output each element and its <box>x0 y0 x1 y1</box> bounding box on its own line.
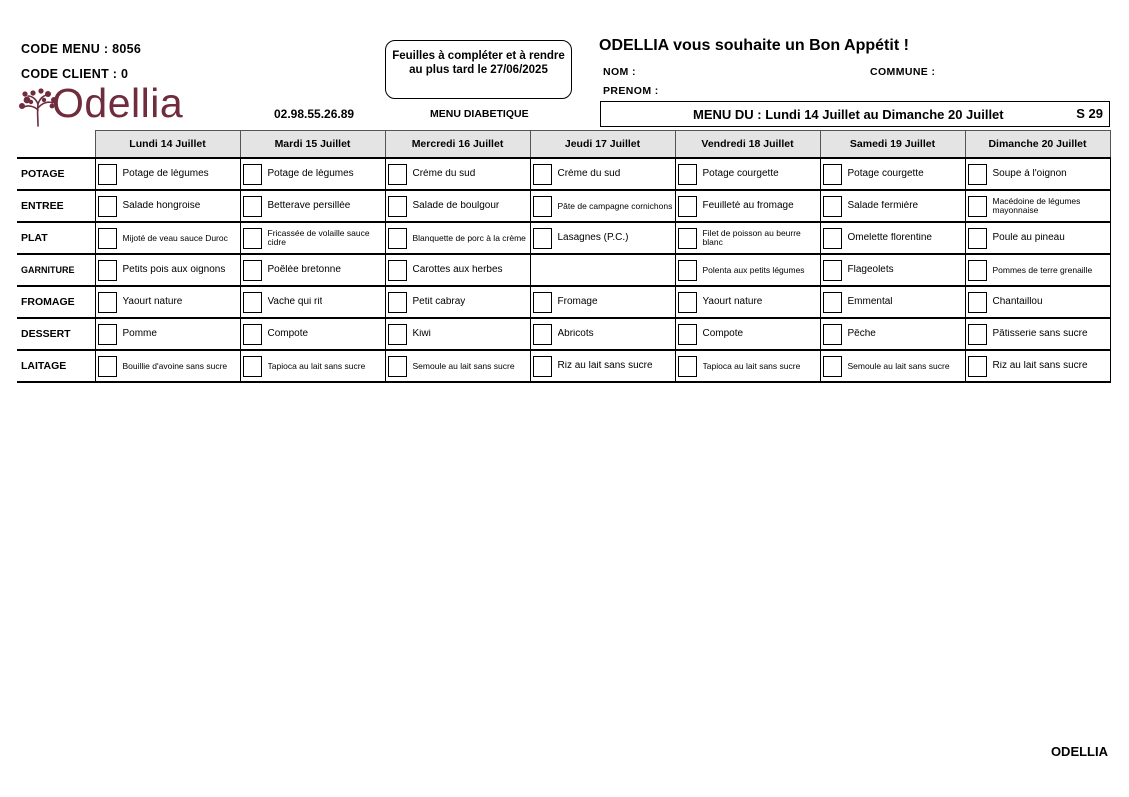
dish-name: Potage de légumes <box>267 169 354 179</box>
day-header-row <box>17 131 1110 159</box>
menu-cell <box>385 222 530 254</box>
select-checkbox[interactable] <box>678 324 697 345</box>
select-checkbox[interactable] <box>968 324 987 345</box>
menu-row <box>17 286 1110 318</box>
dish-name: Salade de boulgour <box>412 201 500 211</box>
menu-cell <box>820 318 965 350</box>
day-header: Jeudi 17 Juillet <box>530 131 675 159</box>
menu-cell <box>965 350 1110 382</box>
menu-cell <box>385 286 530 318</box>
menu-row <box>17 158 1110 190</box>
course-label: POTAGE <box>17 158 95 190</box>
menu-cell <box>820 286 965 318</box>
dish-name: Blanquette de porc à la crème <box>412 233 526 243</box>
select-checkbox[interactable] <box>823 228 842 249</box>
dish-name: Abricots <box>557 329 594 339</box>
menu-cell <box>820 222 965 254</box>
dish-name: Betterave persillée <box>267 201 351 211</box>
dish-name: Crème du sud <box>412 169 476 179</box>
dish-name: Carottes aux herbes <box>412 265 503 275</box>
menu-cell <box>240 254 385 286</box>
dish-name: Filet de poisson au beurre blanc <box>702 229 801 247</box>
menu-cell <box>530 350 675 382</box>
menu-cell <box>675 254 820 286</box>
select-checkbox[interactable] <box>388 292 407 313</box>
dish-name: Pâtisserie sans sucre <box>992 329 1088 339</box>
dish-name: Pommes de terre grenaille <box>992 265 1093 275</box>
menu-cell <box>95 158 240 190</box>
dish-name: Yaourt nature <box>702 297 763 307</box>
select-checkbox[interactable] <box>98 228 117 249</box>
dish-name: Pâte de campagne cornichons <box>557 201 673 211</box>
course-label: DESSERT <box>17 318 95 350</box>
course-label: FROMAGE <box>17 286 95 318</box>
menu-period-box <box>600 101 1110 127</box>
menu-cell <box>965 158 1110 190</box>
logo-text: Odellia <box>52 80 184 126</box>
select-checkbox[interactable] <box>823 356 842 377</box>
week-number: S 29 <box>1076 106 1103 121</box>
menu-cell <box>530 254 675 286</box>
select-checkbox[interactable] <box>678 196 697 217</box>
menu-cell <box>675 158 820 190</box>
menu-cell <box>965 190 1110 222</box>
menu-cell <box>965 222 1110 254</box>
menu-cell <box>95 318 240 350</box>
course-label: PLAT <box>17 222 95 254</box>
dish-name: Macédoine de légumes mayonnaise <box>992 197 1081 215</box>
menu-cell <box>530 318 675 350</box>
dish-name: Petits pois aux oignons <box>122 265 226 275</box>
menu-cell <box>240 350 385 382</box>
dish-name: Pêche <box>847 329 876 339</box>
dish-name: Chantaillou <box>992 297 1043 307</box>
code-client: CODE CLIENT : 0 <box>21 67 129 81</box>
menu-cell <box>95 190 240 222</box>
select-checkbox[interactable] <box>243 292 262 313</box>
select-checkbox[interactable] <box>243 324 262 345</box>
menu-cell <box>240 158 385 190</box>
dish-name: Poêlée bretonne <box>267 265 341 275</box>
select-checkbox[interactable] <box>98 196 117 217</box>
course-label: GARNITURE <box>17 254 95 286</box>
menu-cell <box>820 350 965 382</box>
dish-name: Pomme <box>122 329 157 339</box>
select-checkbox[interactable] <box>678 356 697 377</box>
select-checkbox[interactable] <box>823 292 842 313</box>
select-checkbox[interactable] <box>243 260 262 281</box>
menu-cell <box>240 318 385 350</box>
dish-name: Tapioca au lait sans sucre <box>267 361 366 371</box>
select-checkbox[interactable] <box>968 164 987 185</box>
select-checkbox[interactable] <box>678 292 697 313</box>
dish-name: Riz au lait sans sucre <box>992 361 1088 371</box>
dish-name: Salade fermière <box>847 201 919 211</box>
dish-name: Potage courgette <box>847 169 924 179</box>
dish-name: Vache qui rit <box>267 297 323 307</box>
select-checkbox[interactable] <box>533 324 552 345</box>
select-checkbox[interactable] <box>968 292 987 313</box>
menu-row <box>17 222 1110 254</box>
dish-name: Fricassée de volaille sauce cidre <box>267 229 370 247</box>
select-checkbox[interactable] <box>678 164 697 185</box>
menu-cell <box>95 286 240 318</box>
menu-cell <box>965 286 1110 318</box>
dish-name: Tapioca au lait sans sucre <box>702 361 801 371</box>
menu-cell <box>965 254 1110 286</box>
menu-cell <box>385 318 530 350</box>
select-checkbox[interactable] <box>823 324 842 345</box>
select-checkbox[interactable] <box>533 356 552 377</box>
menu-cell <box>530 190 675 222</box>
dish-name: Feuilleté au fromage <box>702 201 794 211</box>
menu-cell <box>820 254 965 286</box>
menu-type: MENU DIABETIQUE <box>430 108 529 120</box>
menu-cell <box>965 318 1110 350</box>
menu-cell <box>95 254 240 286</box>
menu-cell <box>385 158 530 190</box>
select-checkbox[interactable] <box>388 356 407 377</box>
page-title: ODELLIA vous souhaite un Bon Appétit ! <box>599 37 909 54</box>
menu-row <box>17 190 1110 222</box>
select-checkbox[interactable] <box>388 196 407 217</box>
select-checkbox[interactable] <box>968 356 987 377</box>
dish-name: Potage courgette <box>702 169 779 179</box>
select-checkbox[interactable] <box>823 196 842 217</box>
dish-name: Bouillie d'avoine sans sucre <box>122 361 228 371</box>
menu-cell <box>675 286 820 318</box>
deadline-notice: Feuilles à compléter et à rendre au plus tard le 27/06/2025 <box>385 40 572 99</box>
menu-row <box>17 254 1110 286</box>
select-checkbox[interactable] <box>243 356 262 377</box>
menu-cell <box>675 318 820 350</box>
select-checkbox[interactable] <box>98 260 117 281</box>
select-checkbox[interactable] <box>533 164 552 185</box>
select-checkbox[interactable] <box>243 228 262 249</box>
select-checkbox[interactable] <box>823 164 842 185</box>
menu-cell <box>675 222 820 254</box>
select-checkbox[interactable] <box>533 292 552 313</box>
day-header: Samedi 19 Juillet <box>820 131 965 159</box>
dish-name: Fromage <box>557 297 598 307</box>
prenom-label: PRENOM : <box>603 85 659 97</box>
dish-name: Polenta aux petits légumes <box>702 265 805 275</box>
select-checkbox[interactable] <box>98 292 117 313</box>
menu-cell <box>530 286 675 318</box>
dish-name: Yaourt nature <box>122 297 183 307</box>
dish-name: Crème du sud <box>557 169 621 179</box>
select-checkbox[interactable] <box>388 324 407 345</box>
select-checkbox[interactable] <box>388 228 407 249</box>
menu-cell <box>385 190 530 222</box>
day-header: Mardi 15 Juillet <box>240 131 385 159</box>
day-header: Mercredi 16 Juillet <box>385 131 530 159</box>
dish-name: Compote <box>267 329 309 339</box>
dish-name: Soupe à l'oignon <box>992 169 1067 179</box>
dish-name: Riz au lait sans sucre <box>557 361 653 371</box>
menu-cell <box>240 222 385 254</box>
day-header: Dimanche 20 Juillet <box>965 131 1110 159</box>
menu-period: MENU DU : Lundi 14 Juillet au Dimanche 20 Juillet <box>693 107 1004 122</box>
dish-name: Compote <box>702 329 744 339</box>
dish-name: Potage de légumes <box>122 169 209 179</box>
dish-name: Salade hongroise <box>122 201 201 211</box>
select-checkbox[interactable] <box>968 228 987 249</box>
day-header: Lundi 14 Juillet <box>95 131 240 159</box>
menu-cell <box>95 222 240 254</box>
select-checkbox[interactable] <box>823 260 842 281</box>
select-checkbox[interactable] <box>388 164 407 185</box>
dish-name: Mijoté de veau sauce Duroc <box>122 233 228 243</box>
course-label: LAITAGE <box>17 350 95 382</box>
menu-cell <box>95 350 240 382</box>
select-checkbox[interactable] <box>243 196 262 217</box>
select-checkbox[interactable] <box>98 164 117 185</box>
dish-name: Flageolets <box>847 265 894 275</box>
phone-number: 02.98.55.26.89 <box>274 107 355 121</box>
select-checkbox[interactable] <box>968 196 987 217</box>
menu-cell <box>385 254 530 286</box>
day-header: Vendredi 18 Juillet <box>675 131 820 159</box>
dish-name: Semoule au lait sans sucre <box>412 361 515 371</box>
select-checkbox[interactable] <box>98 324 117 345</box>
menu-row <box>17 318 1110 350</box>
commune-label: COMMUNE : <box>870 66 936 78</box>
code-menu: CODE MENU : 8056 <box>21 42 142 56</box>
menu-cell <box>675 350 820 382</box>
select-checkbox[interactable] <box>388 260 407 281</box>
nom-label: NOM : <box>603 66 636 78</box>
menu-cell <box>530 158 675 190</box>
menu-row <box>17 350 1110 382</box>
footer-brand: ODELLIA <box>1050 744 1108 759</box>
dish-name: Emmental <box>847 297 893 307</box>
dish-name: Kiwi <box>412 329 431 339</box>
dish-name: Petit cabray <box>412 297 466 307</box>
dish-name: Lasagnes (P.C.) <box>557 233 629 243</box>
odellia-logo <box>16 80 211 130</box>
select-checkbox[interactable] <box>98 356 117 377</box>
select-checkbox[interactable] <box>678 228 697 249</box>
header-corner <box>17 131 95 159</box>
dish-name: Poule au pineau <box>992 233 1065 243</box>
menu-cell <box>240 286 385 318</box>
select-checkbox[interactable] <box>678 260 697 281</box>
select-checkbox[interactable] <box>243 164 262 185</box>
menu-cell <box>385 350 530 382</box>
dish-name: Semoule au lait sans sucre <box>847 361 950 371</box>
dish-name: Omelette florentine <box>847 233 932 243</box>
menu-cell <box>820 158 965 190</box>
select-checkbox[interactable] <box>533 196 552 217</box>
menu-cell <box>240 190 385 222</box>
select-checkbox[interactable] <box>533 228 552 249</box>
menu-cell <box>530 222 675 254</box>
menu-cell <box>675 190 820 222</box>
menu-cell <box>820 190 965 222</box>
course-label: ENTREE <box>17 190 95 222</box>
menu-table <box>17 130 1111 383</box>
select-checkbox[interactable] <box>968 260 987 281</box>
